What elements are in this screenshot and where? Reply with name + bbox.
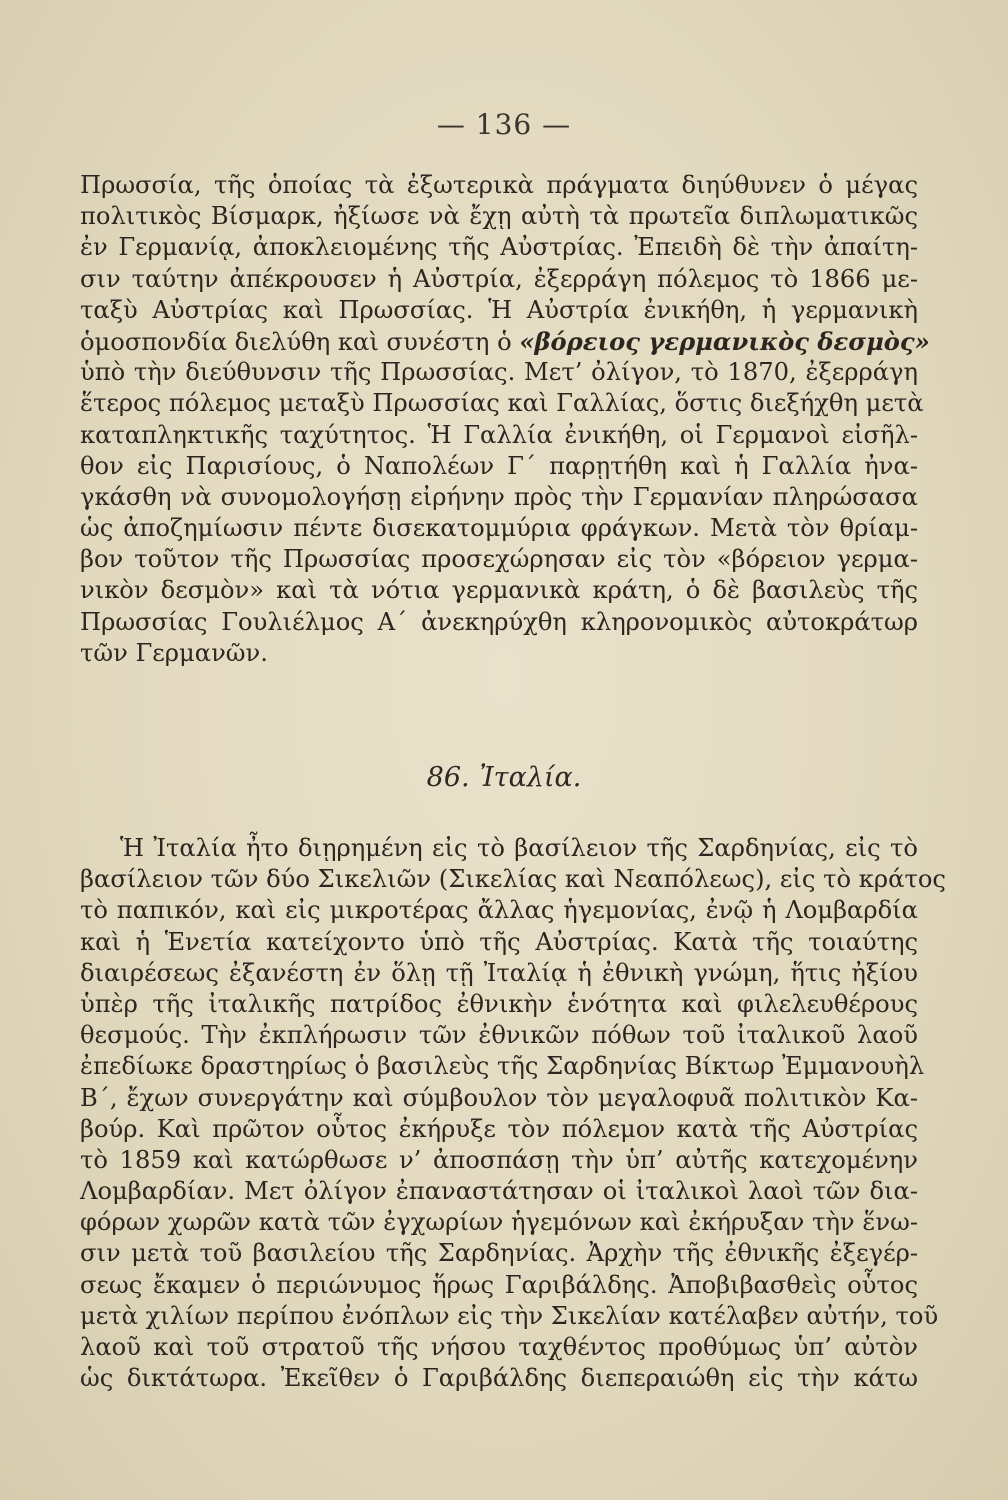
text-line: μετὰ χιλίων περίπου ἐνόπλων εἰς τὴν Σικελίαν κατέλαβεν αὐτήν, τοῦ: [80, 1301, 939, 1330]
page-number: — 136 —: [436, 108, 572, 141]
text-line: ἐν Γερμανίᾳ, ἀποκλειομένης τῆς Αὐστρίας. Ἐπειδὴ δὲ τὴν ἀπαίτη-: [80, 233, 918, 262]
text-line: βασίλειον τῶν δύο Σικελιῶν (Σικελίας καὶ Νεαπόλεως), εἰς τὸ κράτος: [80, 865, 946, 894]
text-line: Πρωσσία, τῆς ὁποίας τὰ ἐξωτερικὰ πράγματα διηύθυνεν ὁ μέγας: [80, 171, 918, 199]
text-line: φόρων χωρῶν κατὰ τῶν ἐγχωρίων ἡγεμόνων καὶ ἐκήρυξαν τὴν ἕνω-: [80, 1208, 918, 1237]
section-title: Ἰταλία.: [479, 762, 582, 793]
text-line: Ἡ Ἰταλία ἦτο διῃρημένη εἰς τὸ βασίλειον τῆς Σαρδηνίας, εἰς τὸ: [120, 834, 918, 862]
text-line: σιν μετὰ τοῦ βασιλείου τῆς Σαρδηνίας. Ἀρχὴν τῆς ἐθνικῆς ἐξεγέρ-: [80, 1239, 918, 1268]
section-heading: [0, 762, 1008, 793]
section-number: 86.: [426, 762, 470, 793]
text-line: σεως ἔκαμεν ὁ περιώνυμος ἥρως Γαριβάλδης. Ἀποβιβασθεὶς οὗτος: [80, 1270, 918, 1299]
text-line: θον εἰς Παρισίους, ὁ Ναπολέων Γ´ παρῃτήθη καὶ ἡ Γαλλία ἠνα-: [80, 451, 918, 480]
text-line: ὑπὲρ τῆς ἰταλικῆς πατρίδος ἐθνικὴν ἑνότητα καὶ φιλελευθέρους: [80, 989, 918, 1018]
text-line: ὡς ἀποζημίωσιν πέντε δισεκατομμύρια φράγκων. Μετὰ τὸν θρίαμ-: [80, 514, 918, 543]
text-line: νικὸν δεσμὸν» καὶ τὰ νότια γερμανικὰ κράτη, ὁ δὲ βασιλεὺς τῆς: [80, 576, 918, 605]
paragraph-prussia: [80, 170, 930, 669]
text-line: Β´, ἔχων συνεργάτην καὶ σύμβουλον τὸν μεγαλοφυᾶ πολιτικὸν Κα-: [80, 1083, 918, 1112]
text-line: τὸ παπικόν, καὶ εἰς μικροτέρας ἄλλας ἡγεμονίας, ἐνῷ ἡ Λομβαρδία: [80, 896, 918, 925]
text-line: τῶν Γερμανῶν.: [80, 638, 268, 667]
text-line: ὡς δικτάτωρα. Ἐκεῖθεν ὁ Γαριβάλδης διεπεραιώθη εἰς τὴν κάτω: [80, 1364, 918, 1393]
text-line: ὑπὸ τὴν διεύθυνσιν τῆς Πρωσσίας. Μετ’ ὀλίγον, τὸ 1870, ἐξερράγη: [80, 358, 918, 387]
text-line: Λομβαρδίαν. Μετ ὀλίγον ἐπαναστάτησαν οἱ ἰταλικοὶ λαοὶ τῶν δια-: [80, 1177, 918, 1206]
text-line: πολιτικὸς Βίσμαρκ, ἠξίωσε νὰ ἔχῃ αὐτὴ τὰ πρωτεῖα διπλωματικῶς: [80, 202, 918, 231]
text-line: ἕτερος πόλεμος μεταξὺ Πρωσσίας καὶ Γαλλίας, ὅστις διεξήχθη μετὰ: [80, 389, 924, 418]
text-line: Πρωσσίας Γουλιέλμος Α´ ἀνεκηρύχθη κληρονομικὸς αὐτοκράτωρ: [80, 607, 918, 636]
text-line: ταξὺ Αὐστρίας καὶ Πρωσσίας. Ἡ Αὐστρία ἐνικήθη, ἡ γερμανικὴ: [80, 295, 918, 324]
text-line: βον τοῦτον τῆς Πρωσσίας προσεχώρησαν εἰς τὸν «βόρειον γερμα-: [80, 545, 918, 574]
text-line: ἐπεδίωκε δραστηρίως ὁ βασιλεὺς τῆς Σαρδηνίας Βίκτωρ Ἐμμανουὴλ: [80, 1052, 925, 1081]
text-line: βούρ. Καὶ πρῶτον οὗτος ἐκήρυξε τὸν πόλεμον κατὰ τῆς Αὐστρίας: [80, 1114, 918, 1143]
text-line: λαοῦ καὶ τοῦ στρατοῦ τῆς νήσου ταχθέντος προθύμως ὑπ’ αὐτὸν: [80, 1333, 918, 1361]
text-line: θεσμούς. Τὴν ἐκπλήρωσιν τῶν ἐθνικῶν πόθων τοῦ ἰταλικοῦ λαοῦ: [80, 1021, 918, 1050]
text-segment: ὁμοσπονδία διελύθη καὶ συνέστη ὁ: [80, 327, 520, 356]
text-line: [80, 326, 930, 357]
text-line: γκάσθη νὰ συνομολογήσῃ εἰρήνην πρὸς τὴν Γερμανίαν πληρώσασα: [80, 482, 918, 511]
text-line: σιν ταύτην ἀπέκρουσεν ἡ Αὐστρία, ἐξερράγη πόλεμος τὸ 1866 με-: [80, 264, 918, 293]
emphasized-term: «βόρειος γερμανικὸς δεσμὸς»: [519, 326, 930, 356]
text-line: καὶ ἡ Ἑνετία κατείχοντο ὑπὸ τῆς Αὐστρίας. Κατὰ τῆς τοιαύτης: [80, 927, 918, 956]
paragraph-italy: [80, 833, 946, 1394]
text-line: καταπληκτικῆς ταχύτητος. Ἡ Γαλλία ἐνικήθη, οἱ Γερμανοὶ εἰσῆλ-: [80, 420, 918, 449]
text-line: τὸ 1859 καὶ κατώρθωσε ν’ ἀποσπάσῃ τὴν ὑπ’ αὐτῆς κατεχομένην: [80, 1145, 918, 1174]
text-line: διαιρέσεως ἐξανέστη ἐν ὅλῃ τῇ Ἰταλίᾳ ἡ ἐθνικὴ γνώμη, ἥτις ἠξίου: [80, 958, 918, 987]
